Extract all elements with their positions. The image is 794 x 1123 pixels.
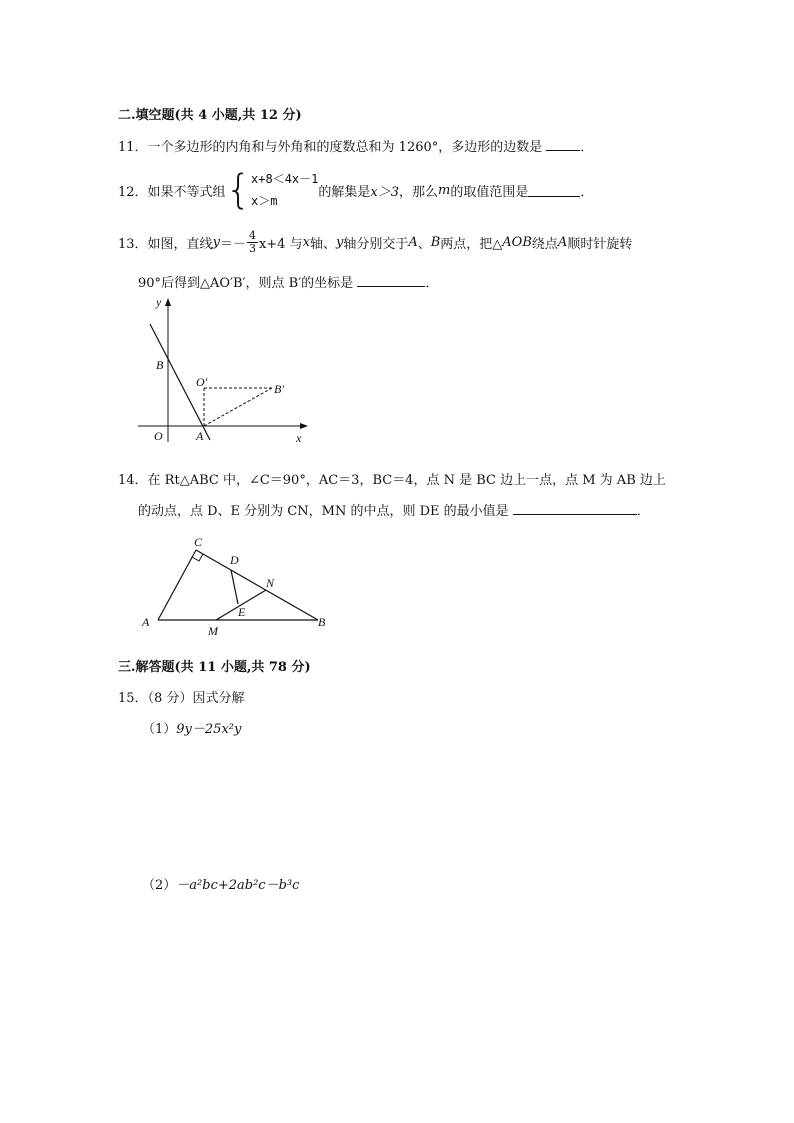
question-number: 14．	[118, 473, 148, 488]
label-d: D	[230, 553, 239, 567]
question-14	[118, 469, 666, 488]
figure-13-coordinate-graph	[130, 292, 320, 452]
label-e: E	[238, 605, 246, 619]
denominator: 3	[248, 241, 256, 255]
solution-set: x＞3	[370, 184, 399, 200]
question-text: 90°后得到△AO′B′，则点 B′的坐标是	[138, 276, 354, 291]
segment-ab1	[204, 388, 272, 426]
section-2-title: 二.填空题(共 4 小题,共 12 分)	[118, 108, 302, 123]
question-number: 15．	[118, 691, 148, 706]
var-y: y	[212, 234, 220, 250]
question-13	[118, 226, 632, 258]
question-text-2: 的解集是	[318, 184, 371, 200]
fraction	[247, 230, 258, 255]
question-number: 13．	[118, 236, 148, 252]
label-y: y	[156, 295, 162, 309]
left-brace-icon: {	[225, 167, 252, 213]
period: ．	[425, 276, 439, 291]
question-text-5: 、	[417, 236, 431, 252]
label-a: A	[142, 615, 150, 629]
numerator: 4	[248, 228, 256, 242]
label-b: B	[318, 615, 326, 629]
question-text: 的动点，点 D、E 分别为 CN，MN 的中点，则 DE 的最小值是	[138, 504, 509, 519]
part-label: （1）	[142, 722, 177, 737]
answer-blank[interactable]	[513, 501, 637, 515]
question-number: 11．	[118, 140, 148, 155]
var-y: y	[335, 234, 344, 250]
section-3-title: 三.解答题(共 11 小题,共 78 分)	[118, 660, 311, 675]
period: ．	[636, 504, 650, 519]
question-15-part-1	[142, 718, 241, 737]
question-text-4: 的取值范围是	[450, 184, 529, 200]
minus-sign: －	[232, 236, 246, 252]
side-cb	[196, 550, 318, 620]
expression: 9y－25x²y	[176, 722, 242, 737]
question-13-line-2	[138, 272, 438, 291]
y-axis-arrow-icon	[165, 298, 171, 306]
segment-de	[231, 570, 238, 604]
period: ．	[580, 140, 594, 155]
question-12	[118, 166, 593, 214]
var-x: x	[302, 234, 310, 250]
question-text: 如图，直线	[147, 236, 213, 252]
question-15	[118, 687, 244, 706]
expression: －a²bc+2ab²c－b³c	[176, 878, 300, 893]
question-11	[118, 136, 593, 155]
point-a: A	[557, 234, 568, 250]
question-text-3: ，那么	[399, 184, 439, 200]
question-text: 在 Rt△ABC 中，∠C＝90°，AC＝3，BC＝4，点 N 是 BC 边上一点，点 M 为 AB 边上	[147, 473, 666, 488]
inequality-1: x+8＜4x－1	[251, 172, 319, 186]
inequality-system	[251, 168, 318, 212]
answer-blank[interactable]	[528, 183, 580, 197]
question-14-line-2	[138, 500, 650, 519]
question-text: （8 分）因式分解	[147, 691, 245, 706]
inequality-2: x＞m	[251, 194, 278, 208]
question-text-7: 绕点	[531, 236, 558, 252]
point-b: B	[430, 234, 441, 250]
side-ac	[158, 550, 196, 620]
question-15-part-2	[142, 874, 299, 893]
triangle-aob: AOB	[502, 234, 532, 250]
x-axis-arrow-icon	[300, 423, 308, 429]
label-a: A	[196, 429, 204, 443]
question-text-4: 轴分别交于	[343, 236, 409, 252]
period: ．	[580, 184, 594, 200]
label-o: O	[154, 429, 163, 443]
question-text: 如果不等式组	[147, 184, 226, 200]
label-n: N	[266, 576, 275, 590]
question-text-2: x+4 与	[258, 236, 303, 252]
figure-14-triangle	[136, 532, 336, 640]
question-text-3: 轴、	[309, 236, 336, 252]
part-label: （2）	[142, 878, 177, 893]
answer-blank[interactable]	[357, 273, 425, 287]
label-x: x	[296, 431, 302, 445]
equals-sign: ＝	[219, 236, 233, 252]
variable-m: m	[438, 182, 451, 198]
question-text: 一个多边形的内角和与外角和的度数总和为 1260°，多边形的边数是	[147, 140, 543, 155]
label-m: M	[208, 624, 218, 638]
label-b-prime: B′	[274, 382, 284, 396]
point-a: A	[408, 234, 418, 250]
question-number: 12．	[118, 184, 148, 200]
question-text-8: 顺时针旋转	[567, 236, 633, 252]
label-o-prime: O′	[196, 375, 208, 389]
label-c: C	[194, 535, 203, 549]
answer-blank[interactable]	[546, 137, 580, 151]
question-text-6: 两点，把△	[440, 236, 503, 252]
label-b: B	[156, 358, 164, 372]
